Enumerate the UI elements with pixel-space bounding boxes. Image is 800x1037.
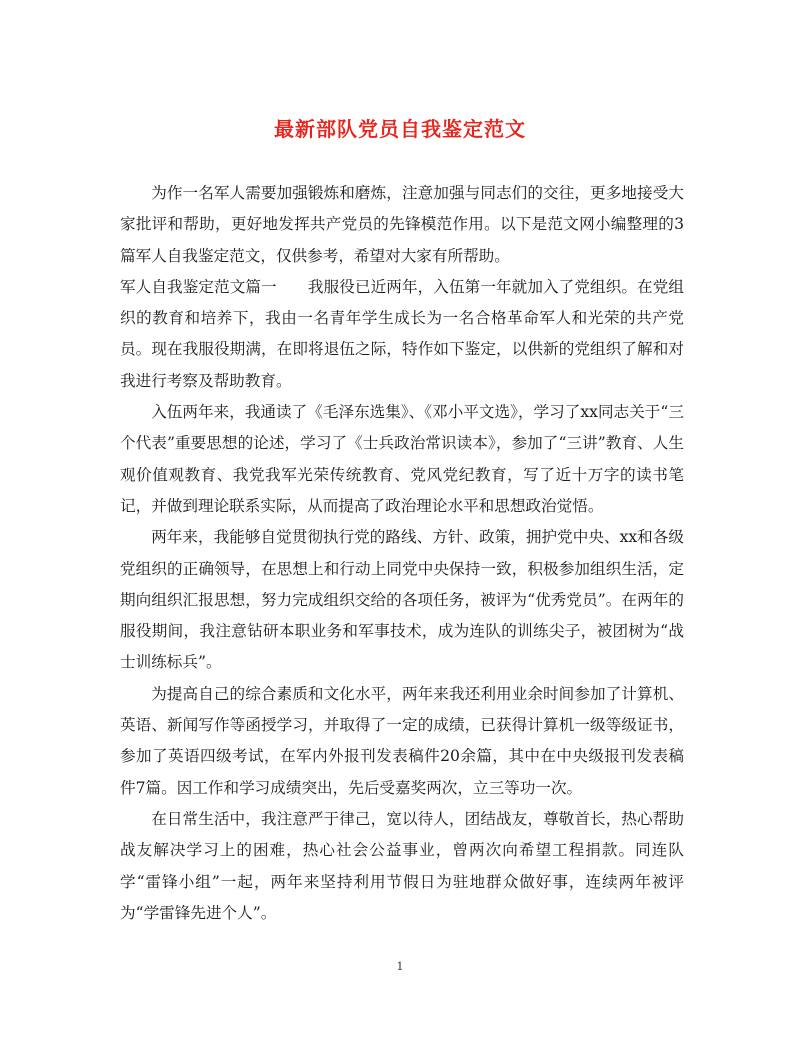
section-text: 我服役已近两年，入伍第一年就加入了党组织。在党组织的教育和培养下，我由一名青年学生成长为一名合格革命军人和光荣的共产党员。现在我服役期满，在即将退伍之际，特作如下鉴定，以供新的党组织了解和对我进行考察及帮助教育。 — [120, 277, 684, 390]
daily-life-paragraph: 在日常生活中，我注意严于律己，宽以待人，团结战友，尊敬首长，热心帮助战友解决学习上的困难，热心社会公益事业，曾两次向希望工程捐款。同连队学“雷锋小组”一起，两年来坚持利用节假日为驻地群众做好事，连续两年被评为“学雷锋先进个人”。 — [120, 809, 684, 922]
page-number: 1 — [396, 960, 404, 973]
education-paragraph: 为提高自己的综合素质和文化水平，两年来我还利用业余时间参加了计算机、英语、新闻写作等函授学习，并取得了一定的成绩，已获得计算机一级等级证书，参加了英语四级考试，在军内外报刊发表稿件20余篇，其中在中央级报刊发表稿件7篇。因工作和学习成绩突出，先后受嘉奖两次，立三等功一次。 — [120, 684, 684, 797]
document-body — [120, 178, 684, 929]
study-paragraph: 入伍两年来，我通读了《毛泽东选集》、《邓小平文选》，学习了xx同志关于“三个代表”重要思想的论述，学习了《士兵政治常识读本》，参加了“三讲”教育、人生观价值观教育、我党我军光荣传统教育、党风党纪教育，写了近十万字的读书笔记，并做到理论联系实际，从而提高了政治理论水平和思想政治觉悟。 — [120, 403, 684, 515]
section-heading: 军人自我鉴定范文篇一 — [120, 277, 277, 296]
party-duty-paragraph: 两年来，我能够自觉贯彻执行党的路线、方针、政策，拥护党中央、xx和各级党组织的正确领导，在思想上和行动上同党中央保持一致，积极参加组织生活，定期向组织汇报思想，努力完成组织交给的各项任务，被评为“优秀党员”。在两年的服役期间，我注意钻研本职业务和军事技术，成为连队的训练尖子，被团树为“战士训练标兵”。 — [120, 528, 684, 672]
document-title: 最新部队党员自我鉴定范文 — [274, 117, 526, 141]
section-paragraph — [120, 272, 684, 397]
intro-paragraph: 为作一名军人需要加强锻炼和磨炼，注意加强与同志们的交往，更多地接受大家批评和帮助，更好地发挥共产党员的先锋模范作用。以下是范文网小编整理的3篇军人自我鉴定范文，仅供参考，希望对大家有所帮助。 — [120, 184, 684, 265]
